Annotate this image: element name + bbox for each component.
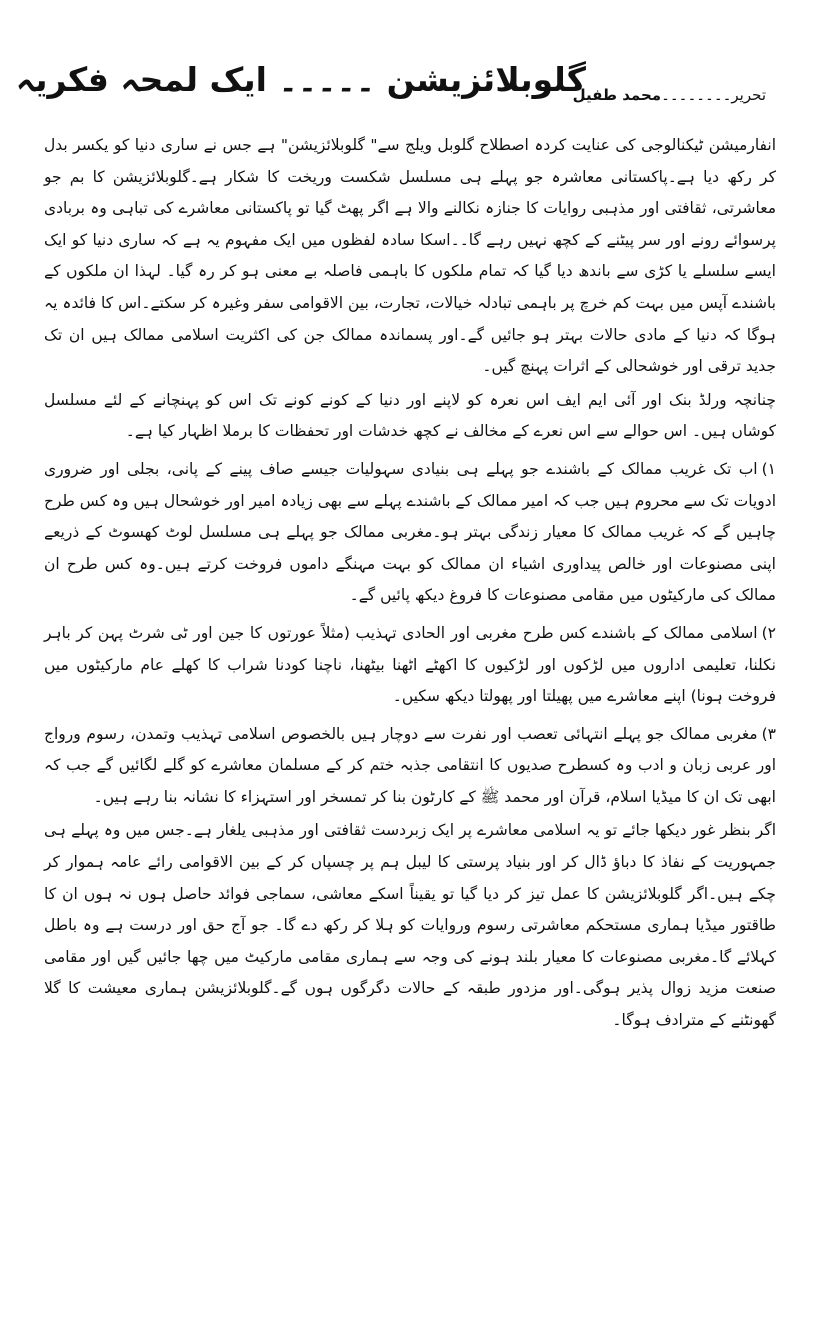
paragraph-point-3 (44, 719, 776, 814)
paragraph-text: اب تک غریب ممالک کے باشندے جو پہلے ہی بنیادی سہولیات جیسے صاف پینے کے پانی، بجلی اور ضروری ادویات تک سے محروم ہیں جب کہ امیر ممالک کے باشندے پہلے سے بھی زیادہ امیر اور خوشحال ہیں وہ کس طرح چاہیں گے کہ غریب ممالک کا معیار زندگی بہتر ہو۔مغربی ممالک جو پہلے ہی مسلسل لوٹ کھسوٹ کے ذریعے اپنی مصنوعات اور خالص پیداوری اشیاء ان ممالک کو بہت مہنگے داموں فروخت کرتے ہیں۔وہ کس طرح ان ممالک کی مارکیٹوں میں مقامی مصنوعات کا فروغ دیکھ پائیں گے۔ (43, 459, 776, 605)
paragraph-text: انفارمیشن ٹیکنالوجی کی عنایت کردہ اصطلاح گلوبل ویلج سے" گلوبلائزیشن" ہے جس نے ساری دنیا کو یکسر بدل کر رکھ دیا ہے۔پاکستانی معاشرہ جو پہلے ہی مسلسل شکست وریخت کا شکار ہے۔گلوبلائزیشن کا بم جو معاشرتی، ثقافتی اور مذہبی روایات کا جنازہ نکالنے والا ہے اگر پھٹ گیا تو پاکستانی معاشرے کی تباہی وہ بربادی پرسوائے رونے اور سر پیٹنے کے کچھ نہیں رہے گا۔۔اسکا سادہ لفظوں میں ایک مفہوم یہ ہے کہ ساری دنیا کو ایک ایسے سلسلے یا کڑی سے باندھ دیا گیا کہ تمام ملکوں کا باہمی فاصلہ بے معنی ہو کر رہ گیا۔ لہذا ان ملکوں کے باشندے آپس میں بہت کم خرچ پر باہمی تبادلہ خیالات، تجارت، بین الاقوامی سفر وغیرہ کر سکتے۔اس کا فائدہ یہ ہوگا کہ دنیا کے مادی حالات بہتر ہو جائیں گے۔اور پسماندہ ممالک جن کی اکثریت اسلامی ممالک ہیں ان تک جدید ترقی اور خوشحالی کے اثرات پہنچ گیں۔ (44, 136, 776, 376)
paragraph-number: ۳) (761, 724, 776, 743)
title-row (15, 58, 776, 130)
paragraph-text: چنانچہ ورلڈ بنک اور آئی ایم ایف اس نعرہ کو لاپنے اور دنیا کے کونے کونے تک اس کو پہنچانے کے لئے مسلسل کوشاں ہیں۔ اس حوالے سے اس نعرے کے مخالف نے کچھ خدشات اور تحفظات کا برملا اظہار کیا ہے۔ (44, 390, 776, 441)
paragraph-text: اگر بنظر غور دیکھا جائے تو یہ اسلامی معاشرے پر ایک زبردست ثقافتی اور مذہبی یلغار ہے۔جس میں وہ پہلے ہی جمہوریت کے نفاذ کا دباؤ ڈال کر اور بنیاد پرستی کا لیبل ہم پر چسپاں کر کے بین الاقوامی رائے عامہ ہموار کر چکے ہیں۔اگر گلوبلائزیشن کا عمل تیز کر دیا گیا تو یقیناً اسکے معاشی، سماجی فوائد حاصل ہوں نہ ہوں ان کا طاقتور میڈیا ہماری مستحکم معاشرتی رسوم وروایات کو ہلا کر رکھ دے گا۔ جو آج حق اور درست ہے وہ باطل کہلائے گا۔مغربی مصنوعات کا معیار بلند ہونے کی وجہ سے ہماری مقامی مارکیٹ میں چھا جائیں گیں اور مقامی صنعت مزید زوال پذیر ہوگی۔اور مزدور طبقہ کے حالات دگرگوں ہوں گے۔گلوبلائزیشن ہماری معیشت کا گلا گھونٹنے کے مترادف ہوگا۔ (44, 821, 776, 1030)
document-page (15, 58, 776, 1039)
byline-label: تحریر۔۔۔۔۔۔۔۔ (661, 86, 766, 104)
paragraph-number: ۲) (761, 623, 776, 642)
paragraph-number: ۱) (761, 459, 776, 478)
page-title: گلوبلائزیشن ۔۔۔۔۔ ایک لمحہ فکریہ (15, 60, 586, 99)
paragraph-text: مغربی ممالک جو پہلے انتہائی تعصب اور نفرت سے دوچار ہیں بالخصوص اسلامی تہذیب وتمدن، رسوم ورواج اور عربی زبان و ادب وہ کسطرح صدیوں کا انتقامی جذبہ ختم کر کے مسلمان معاشرے کو گلے لگائیں گے جب کہ ابھی تک ان کا میڈیا اسلام، قرآن اور محمد ﷺ کے کارٹون بنا کر تمسخر اور استہزاء کا نشانہ بنا رہے ہیں۔ (44, 724, 776, 806)
paragraph-point-2 (44, 618, 776, 713)
paragraph-conclusion (44, 815, 776, 1036)
paragraph-text: اسلامی ممالک کے باشندے کس طرح مغربی اور الحادی تہذیب (مثلاً عورتوں کا جین اور ٹی شرٹ پہن کر باہر نکلنا، تعلیمی اداروں میں لڑکوں اور لڑکیوں کا اکھٹے اٹھنا بیٹھنا، ناچنا کودنا شراب کا کھلے عام مارکیٹوں میں فروخت ہونا) اپنے معاشرے میں پھیلتا اور پھولتا دیکھ سکیں۔ (44, 623, 776, 706)
paragraph-point-1 (44, 454, 776, 612)
paragraph-world-bank (44, 385, 776, 448)
byline (573, 84, 766, 106)
author-name: محمد طفیل (572, 86, 662, 104)
paragraph-intro (44, 130, 776, 383)
